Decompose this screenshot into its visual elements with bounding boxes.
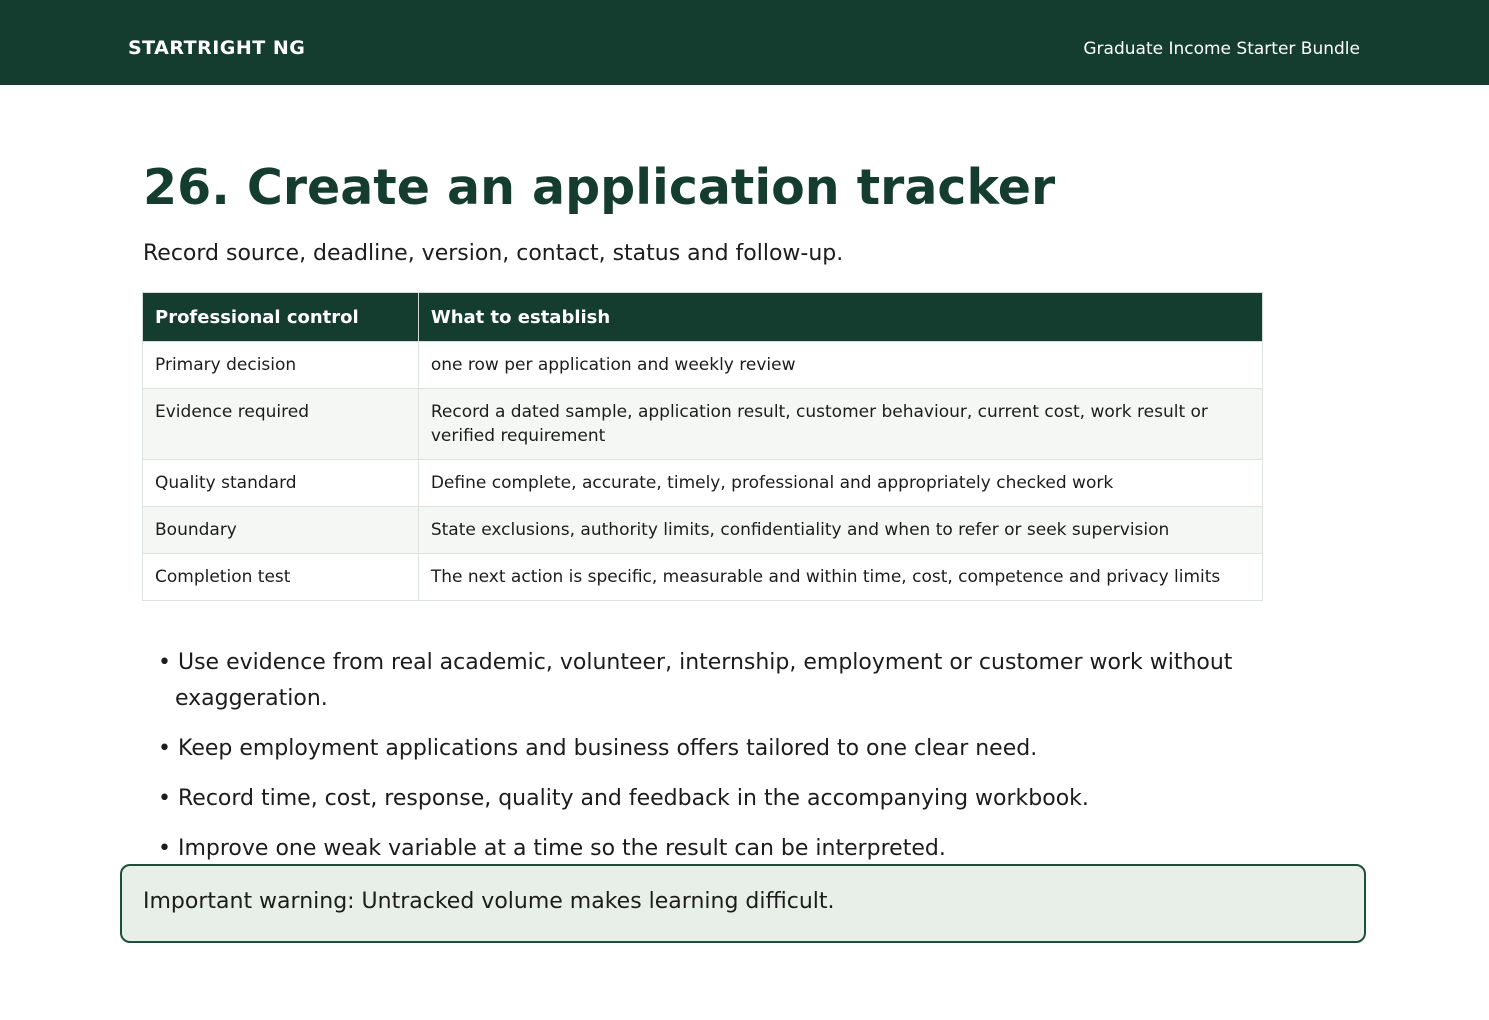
list-item: • Keep employment applications and business offers tailored to one clear need. — [158, 731, 1318, 767]
list-item: • Use evidence from real academic, volunteer, internship, employment or customer work without exaggeration. — [158, 645, 1318, 717]
establish-cell: one row per application and weekly review — [418, 342, 1262, 389]
control-cell: Boundary — [143, 507, 419, 554]
guidance-list — [158, 645, 1318, 881]
column-header-establish: What to establish — [418, 293, 1262, 342]
table-row — [143, 389, 1263, 460]
control-cell: Evidence required — [143, 389, 419, 460]
control-cell: Quality standard — [143, 460, 419, 507]
establish-cell: The next action is specific, measurable and within time, cost, competence and privacy limits — [418, 554, 1262, 601]
table-row — [143, 460, 1263, 507]
warning-text: Important warning: Untracked volume makes learning difficult. — [143, 889, 835, 914]
top-banner — [0, 0, 1489, 85]
warning-box — [120, 864, 1366, 943]
establish-cell: Record a dated sample, application result, customer behaviour, current cost, work result or verified requirement — [418, 389, 1262, 460]
establish-cell: State exclusions, authority limits, confidentiality and when to refer or seek supervision — [418, 507, 1262, 554]
list-item: • Record time, cost, response, quality and feedback in the accompanying workbook. — [158, 781, 1318, 817]
control-cell: Primary decision — [143, 342, 419, 389]
brand-name: STARTRIGHT NG — [128, 37, 306, 59]
table-row — [143, 507, 1263, 554]
controls-table — [142, 292, 1263, 601]
bundle-name: Graduate Income Starter Bundle — [1083, 39, 1360, 59]
table-row — [143, 342, 1263, 389]
page-subtitle: Record source, deadline, version, contact, status and follow-up. — [143, 241, 844, 266]
list-item: • Improve one weak variable at a time so the result can be interpreted. — [158, 831, 1318, 867]
control-cell: Completion test — [143, 554, 419, 601]
table-header-row — [143, 293, 1263, 342]
page-title: 26. Create an application tracker — [143, 159, 1056, 216]
table-row — [143, 554, 1263, 601]
establish-cell: Define complete, accurate, timely, professional and appropriately checked work — [418, 460, 1262, 507]
column-header-control: Professional control — [143, 293, 419, 342]
